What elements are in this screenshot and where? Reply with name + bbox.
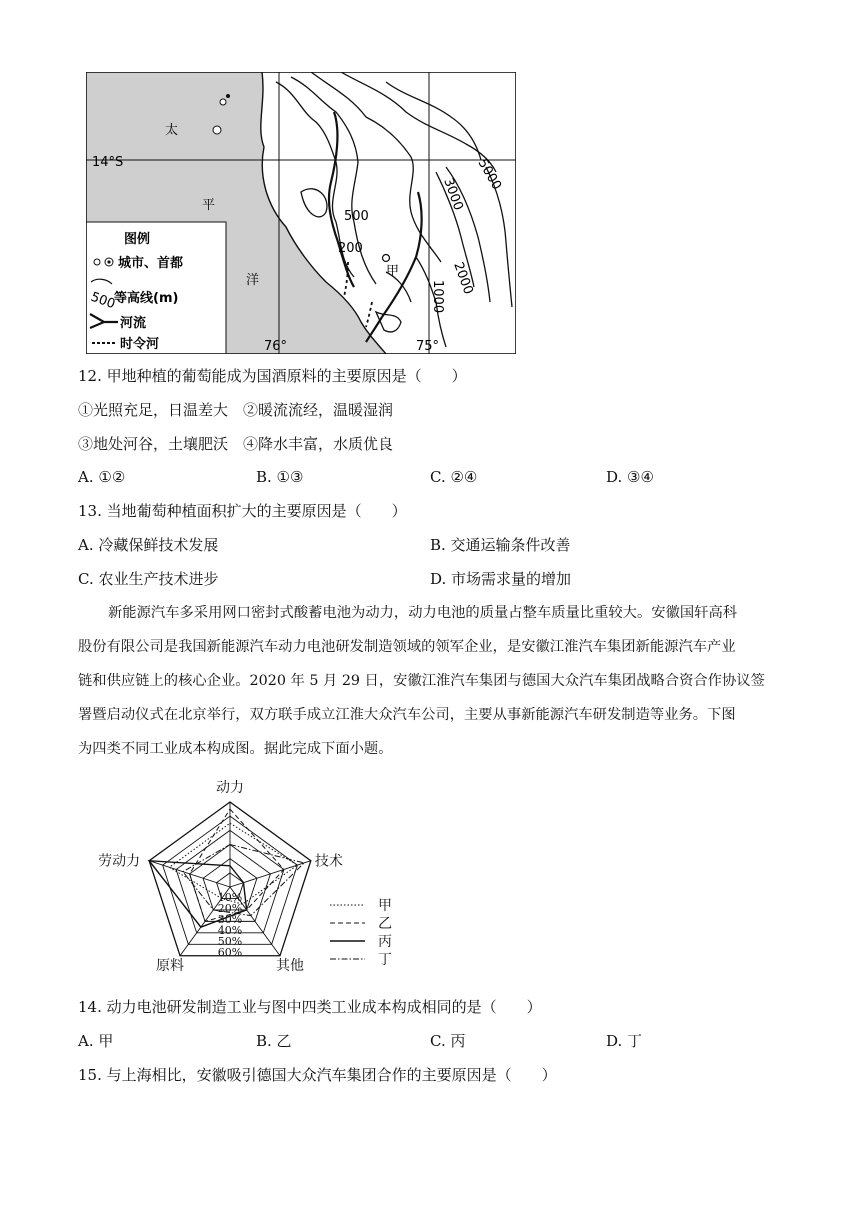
radar-spoke xyxy=(230,861,311,887)
island xyxy=(220,99,226,105)
legend-river: 河流 xyxy=(120,316,147,331)
radar-axis-label: 动力 xyxy=(216,780,244,796)
q14-option-d[interactable]: D. 丁 xyxy=(606,1032,643,1050)
q14-option-c[interactable]: C. 丙 xyxy=(430,1032,466,1050)
passage-line-3: 链和供应链上的核心企业。2020 年 5 月 29 日，安徽江淮汽车集团与德国大众汽车集团战略合资合作协议签 xyxy=(78,673,765,689)
legend-label-乙: 乙 xyxy=(378,916,392,932)
contour-label-500: 500 xyxy=(344,209,369,224)
contour-label-2000: 2000 xyxy=(450,260,476,297)
island xyxy=(226,94,230,98)
q12-option-a[interactable]: A. ①② xyxy=(78,468,126,486)
cost-structure-radar-chart xyxy=(80,772,420,984)
radar-axis-label: 其他 xyxy=(275,957,304,974)
contour-label-5000: 5000 xyxy=(474,156,505,193)
radar-ring-label: 10% xyxy=(217,891,243,904)
radar-axis-label: 劳动力 xyxy=(98,853,141,870)
passage-line-5: 为四类不同工业成本构成图。据此完成下面小题。 xyxy=(78,741,393,757)
q14-stem: 14. 动力电池研发制造工业与图中四类工业成本构成相同的是（ ） xyxy=(78,998,542,1016)
map-legend xyxy=(86,222,226,354)
legend-contour: 等高线(m) xyxy=(114,291,179,306)
city-icon xyxy=(94,259,100,265)
q13-option-b[interactable]: B. 交通运输条件改善 xyxy=(430,536,571,554)
legend-title: 图例 xyxy=(124,232,151,247)
legend-seasonal-river: 时令河 xyxy=(120,337,160,352)
city-jia-marker xyxy=(383,255,390,262)
lon-label-76: 76° xyxy=(264,339,288,354)
label-tai: 太 xyxy=(165,123,179,138)
contour-label-1000: 1000 xyxy=(430,280,445,314)
legend-contour-sample: 500 xyxy=(88,289,118,313)
label-jia: 甲 xyxy=(386,264,400,279)
q14-option-a[interactable]: A. 甲 xyxy=(78,1032,114,1050)
q12-stem: 12. 甲地种植的葡萄能成为国酒原料的主要原因是（ ） xyxy=(78,367,467,385)
q15-stem: 15. 与上海相比，安徽吸引德国大众汽车集团合作的主要原因是（ ） xyxy=(78,1066,557,1084)
legend-label-丁: 丁 xyxy=(378,952,392,968)
island xyxy=(213,126,221,134)
q13-option-c[interactable]: C. 农业生产技术进步 xyxy=(78,570,219,588)
radar-axis-label: 技术 xyxy=(314,853,343,870)
label-ping: 平 xyxy=(202,198,216,213)
contour-label-3000: 3000 xyxy=(440,176,466,213)
q12-option-d[interactable]: D. ③④ xyxy=(606,468,654,486)
legend-label-甲: 甲 xyxy=(378,898,392,914)
passage-line-4: 署暨启动仪式在北京举行，双方联手成立江淮大众汽车公司，主要从事新能源汽车研发制造等业务。下图 xyxy=(78,707,736,723)
passage-line-2: 股份有限公司是我国新能源汽车动力电池研发制造领域的领军企业，是安徽江淮汽车集团新能源汽车产业 xyxy=(78,639,736,655)
topographic-map xyxy=(86,72,516,354)
q14-option-b[interactable]: B. 乙 xyxy=(256,1032,292,1050)
radar-ring-label: 30% xyxy=(217,913,243,926)
q12-choice-line-1: ①光照充足，日温差大 ②暖流流经，温暖湿润 xyxy=(78,401,394,419)
legend-city: 城市、首都 xyxy=(118,256,184,271)
q12-choice-line-2: ③地处河谷，土壤肥沃 ④降水丰富，水质优良 xyxy=(78,435,394,453)
seasonal-river xyxy=(366,302,372,327)
radar-axis-label: 原料 xyxy=(156,957,185,974)
label-yang: 洋 xyxy=(246,273,260,288)
radar-ring-label: 50% xyxy=(217,935,243,948)
radar-ring-label: 60% xyxy=(217,946,243,959)
radar-ring-label: 20% xyxy=(217,902,243,915)
q13-option-a[interactable]: A. 冷藏保鲜技术发展 xyxy=(78,536,219,554)
lon-label-75: 75° xyxy=(416,339,440,354)
q13-stem: 13. 当地葡萄种植面积扩大的主要原因是（ ） xyxy=(78,502,407,520)
q13-option-d[interactable]: D. 市场需求量的增加 xyxy=(430,570,572,588)
legend-label-丙: 丙 xyxy=(378,934,392,950)
q12-option-c[interactable]: C. ②④ xyxy=(430,468,478,486)
q12-option-b[interactable]: B. ①③ xyxy=(256,468,304,486)
passage-line-1: 新能源汽车多采用网口密封式酸蓄电池为动力，动力电池的质量占整车质量比重较大。安徽国轩高科 xyxy=(108,605,738,621)
contour-label-200: 200 xyxy=(338,241,363,256)
radar-ring-label: 40% xyxy=(217,924,243,937)
lat-label: 14°S xyxy=(92,155,124,170)
